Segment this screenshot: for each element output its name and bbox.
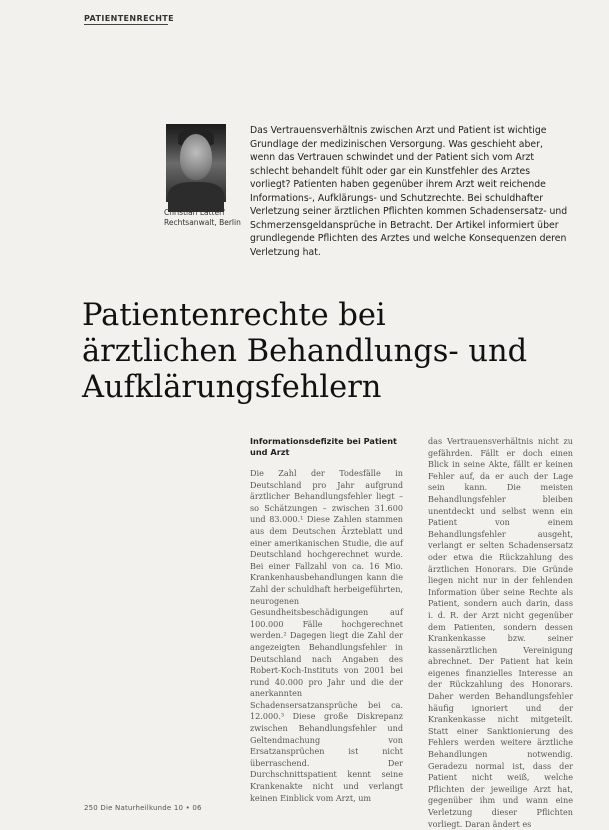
- article-title: [82, 298, 582, 406]
- section-subheading: Informationsdefizite bei Patient und Arzt: [250, 436, 397, 457]
- author-caption: [164, 208, 244, 228]
- body-column-right: das Vertrauensverhältnis nicht zu gefährden. Fällt er doch einen Blick in seine Akte, fällt er keinen Fehler auf, da er auch der Lage sein kann. Die meisten Behandlungsfehler bleiben unentdeckt und selbst wenn ein Patient von einem Behandlungsfehler ausgeht, verlangt er selten Schadensersatz oder etwa die Rückzahlung des ärztlichen Honorars. Die Gründe liegen nicht nur in der fehlenden Information über seine Rechte als Patient, sondern auch darin, dass i. d. R. der Arzt nicht gegenüber dem Patienten, sondern dessen Krankenkasse bzw. seiner kassenärztlichen Vereinigung abrechnet. Der Patient hat kein eigenes finanzielles Interesse an der Rückzahlung des Honorars. Daher werden Behandlungsfehler häufig ignoriert und der Krankenkasse nicht mitgeteilt. Statt einer Sanktionierung des Fehlers werden weitere ärztliche Behandlungen notwendig. Geradezu normal ist, dass der Patient nicht weiß, welche Pflichten der jeweilige Arzt hat, gegenüber ihm und wann eine Verletzung dieser Pflichten vorliegt. Daran ändert es: [428, 436, 573, 829]
- author-portrait: [166, 124, 226, 202]
- title-line-1: Patientenrechte bei: [82, 298, 386, 333]
- author-name: Christian Latterf: [164, 208, 225, 217]
- section-rule: [84, 24, 168, 25]
- author-affiliation: Rechtsanwalt, Berlin: [164, 218, 241, 227]
- body-column-left: Die Zahl der Todesfälle in Deutschland pro Jahr aufgrund ärztlicher Behandlungsfehler liegt – so Schätzungen – zwischen 31.600 und 83.000.¹ Diese Zahlen stammen aus dem Deutschen Ärzteblatt und einer amerikanischen Studie, die auf Deutschland hochgerechnet wurde. Bei einer Fallzahl von ca. 16 Mio. Krankenhausbehandlungen kann die Zahl der schuldhaft herbeigeführten, neurogenen Gesundheitsbeschädigungen auf 100.000 Fälle hochgerechnet werden.² Dagegen liegt die Zahl der angezeigten Behandlungsfehler in Deutschland nach Angaben des Robert-Koch-Instituts von 2001 bei rund 40.000 pro Jahr und die der anerkannten Schadensersatzansprüche bei ca. 12.000.³ Diese große Diskrepanz zwischen Behandlungsfehler und Geltendmachung von Ersatzansprüchen ist nicht überraschend. Der Durchschnittspatient kennt seine Krankenakte nicht und verlangt keinen Einblick vom Arzt, um: [250, 468, 403, 803]
- section-label: PATIENTENRECHTE: [84, 14, 175, 23]
- abstract: Das Vertrauensverhältnis zwischen Arzt und Patient ist wichtige Grundlage der medizinischen Versorgung. Was geschieht aber, wenn das Vertrauen schwindet und der Patient sich vom Arzt schlecht behandelt fühlt oder gar ein Kunstfehler des Arztes vorliegt? Patienten haben gegenüber ihrem Arzt weit reichende Informations-, Aufklärungs- und Schutzrechte. Bei schuldhafter Verletzung seiner ärztlichen Pflichten kommen Schadensersatz- und Schmerzensgeldansprüche in Betracht. Der Artikel informiert über grundlegende Pflichten des Arztes und welche Konsequenzen deren Verletzung hat.: [250, 125, 568, 258]
- title-line-3: Aufklärungsfehlern: [82, 370, 382, 405]
- page-footer: 250 Die Naturheilkunde 10 • 06: [84, 804, 202, 812]
- title-line-2: ärztlichen Behandlungs- und: [82, 334, 528, 369]
